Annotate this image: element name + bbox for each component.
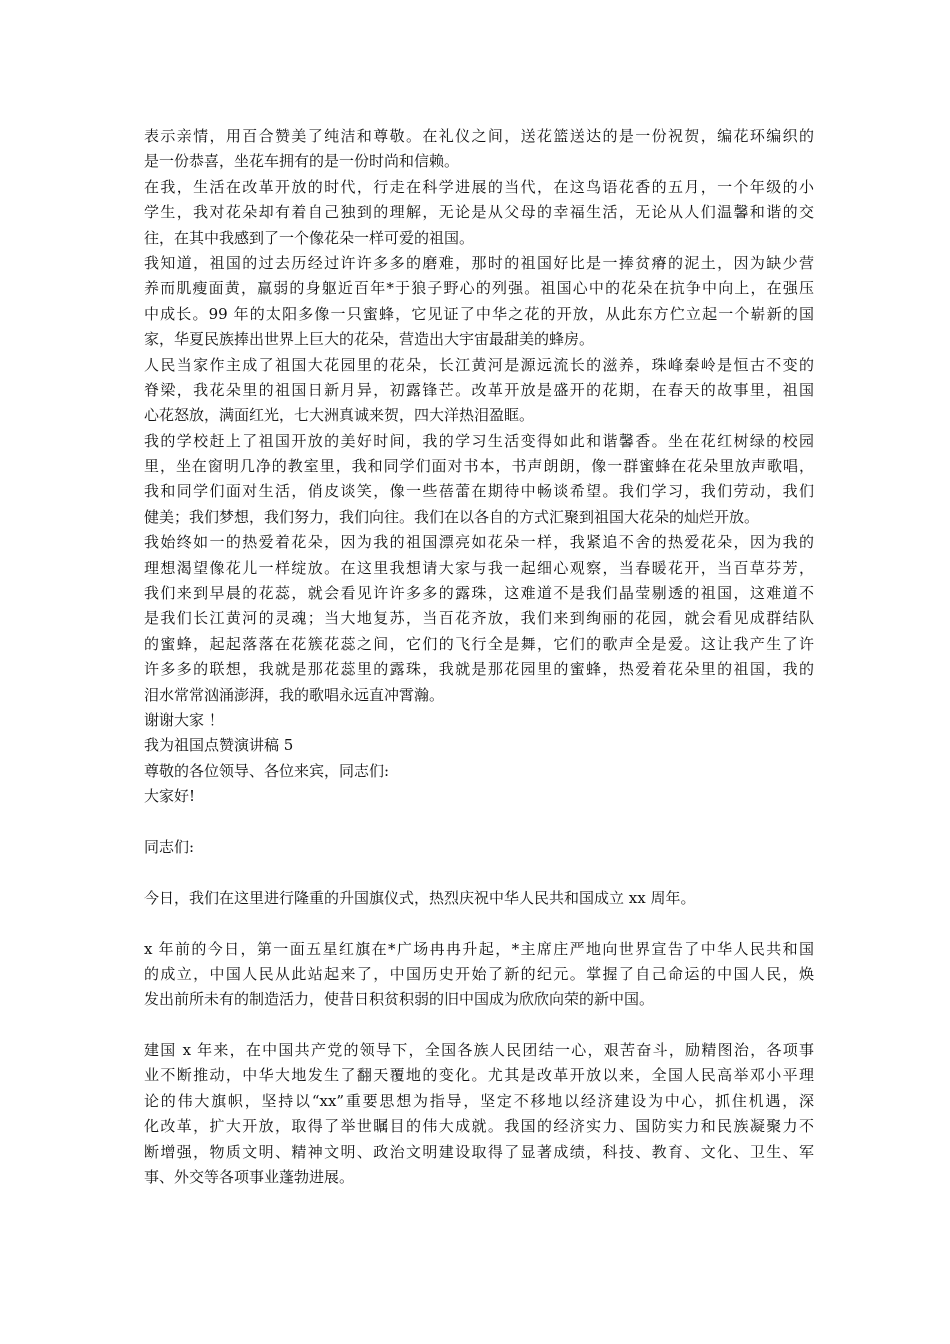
text-line: 化改革，扩大开放，取得了举世瞩目的伟大成就。我国的经济实力、国防实力和民族凝聚力不 xyxy=(144,1117,814,1136)
text-line: 大家好! xyxy=(144,787,196,806)
paragraph xyxy=(144,759,814,784)
text-line: 家，华夏民族捧出世界上巨大的花朵，营造出大宇宙最甜美的蜂房。 xyxy=(144,330,595,349)
text-line: 健美；我们梦想，我们努力，我们向往。我们在以各自的方式汇聚到祖国大花朵的灿烂开放。 xyxy=(144,507,760,526)
paragraph xyxy=(144,251,814,353)
blank-line xyxy=(144,860,814,885)
text-line: x 年前的今日，第一面五星红旗在*广场冉冉升起，*主席庄严地向世界宣告了中华人民共和国 xyxy=(144,939,814,958)
text-line: 脊梁，我花朵里的祖国日新月异，初露锋芒。改革开放是盛开的花期，在春天的故事里，祖国 xyxy=(144,380,814,399)
text-line: 发出前所未有的制造活力，使昔日积贫积弱的旧中国成为欣欣向荣的新中国。 xyxy=(144,990,655,1009)
text-line: 我知道，祖国的过去历经过许许多多的磨难，那时的祖国好比是一捧贫瘠的泥土，因为缺少营 xyxy=(144,253,814,272)
blank-line xyxy=(144,810,814,835)
paragraph xyxy=(144,353,814,429)
text-line: 人民当家作主成了祖国大花园里的花朵，长江黄河是源远流长的滋养，珠峰秦岭是恒古不变的 xyxy=(144,355,814,374)
text-line: 尊敬的各位领导、各位来宾，同志们: xyxy=(144,761,390,780)
text-line: 今日，我们在这里进行隆重的升国旗仪式，热烈庆祝中华人民共和国成立 xx 周年。 xyxy=(144,888,696,907)
text-line: 心花怒放，满面红光，七大洲真诚来贺，四大洋热泪盈眶。 xyxy=(144,406,535,425)
text-line: 我为祖国点赞演讲稿 5 xyxy=(144,736,294,755)
text-line: 中成长。99 年的太阳多像一只蜜蜂，它见证了中华之花的开放，从此东方伫立起一个崭新的国 xyxy=(144,304,814,323)
paragraph xyxy=(144,530,814,708)
text-line: 养而肌瘦面黄，羸弱的身躯近百年*于狼子野心的列强。祖国心中的花朵在抗争中向上，在强压 xyxy=(144,279,814,298)
blank-line xyxy=(144,911,814,936)
text-line: 是我们长江黄河的灵魂；当大地复苏，当百花齐放，我们来到绚丽的花园，就会看见成群结队 xyxy=(144,609,814,628)
paragraph xyxy=(144,175,814,251)
paragraph xyxy=(144,124,814,175)
text-line: 事、外交等各项事业蓬勃进展。 xyxy=(144,1168,355,1187)
text-line: 在我，生活在改革开放的时代，行走在科学进展的当代，在这鸟语花香的五月，一个年级的小 xyxy=(144,177,814,196)
text-line: 是一份恭喜，坐花车拥有的是一份时尚和信赖。 xyxy=(144,152,460,171)
text-line: 谢谢大家 ！ xyxy=(144,710,224,729)
text-line: 我的学校赶上了祖国开放的美好时间，我的学习生活变得如此和谐馨香。坐在花红树绿的校园 xyxy=(144,431,814,450)
text-line: 建国 x 年来，在中国共产党的领导下，全国各族人民团结一心，艰苦奋斗，励精图治，各项事 xyxy=(144,1041,814,1060)
paragraph xyxy=(144,835,814,860)
text-line: 里，坐在窗明几净的教室里，我和同学们面对书本，书声朗朗，像一群蜜蜂在花朵里放声歌唱， xyxy=(144,457,814,476)
text-line: 断增强，物质文明、精神文明、政治文明建设取得了显著成绩，科技、教育、文化、卫生、军 xyxy=(144,1142,814,1161)
text-line: 我和同学们面对生活，俏皮谈笑，像一些蓓蕾在期待中畅谈希望。我们学习，我们劳动，我们 xyxy=(144,482,814,501)
text-line: 许多多的联想，我就是那花蕊里的露珠，我就是那花园里的蜜蜂，热爱着花朵里的祖国，我的 xyxy=(144,660,814,679)
text-line: 业不断推动，中华大地发生了翻天覆地的变化。尤其是改革开放以来，全国人民高举邓小平理 xyxy=(144,1066,814,1085)
text-line: 的蜜蜂，起起落落在花簇花蕊之间，它们的飞行全是舞，它们的歌声全是爱。这让我产生了许 xyxy=(144,634,814,653)
text-line: 论的伟大旗帜，坚持以“xx”重要思想为指导，坚定不移地以经济建设为中心，抓住机遇，深 xyxy=(144,1091,814,1110)
text-line: 学生，我对花朵却有着自己独到的理解，无论是从父母的幸福生活，无论从人们温馨和谐的交 xyxy=(144,203,814,222)
text-line: 我们来到早晨的花蕊，就会看见许许多多的露珠，这难道不是我们晶莹剔透的祖国，这难道不 xyxy=(144,584,814,603)
text-line: 同志们: xyxy=(144,837,195,856)
paragraph xyxy=(144,784,814,809)
paragraph xyxy=(144,708,814,733)
text-line: 泪水常常汹涌澎湃，我的歌唱永远直冲霄瀚。 xyxy=(144,685,445,704)
paragraph xyxy=(144,733,814,758)
paragraph xyxy=(144,937,814,1013)
text-line: 往，在其中我感到了一个像花朵一样可爱的祖国。 xyxy=(144,228,475,247)
text-line: 我始终如一的热爱着花朵，因为我的祖国漂亮如花朵一样，我紧追不舍的热爱花朵，因为我的 xyxy=(144,533,814,552)
paragraph xyxy=(144,429,814,531)
document-body xyxy=(144,124,814,1190)
paragraph xyxy=(144,1038,814,1190)
blank-line xyxy=(144,1013,814,1038)
text-line: 理想渴望像花儿一样绽放。在这里我想请大家与我一起细心观察，当春暖花开，当百草芬芳， xyxy=(144,558,814,577)
text-line: 的成立，中国人民从此站起来了，中国历史开始了新的纪元。掌握了自己命运的中国人民，焕 xyxy=(144,964,814,983)
paragraph xyxy=(144,886,814,911)
text-line: 表示亲情，用百合赞美了纯洁和尊敬。在礼仪之间，送花篮送达的是一份祝贺，编花环编织的 xyxy=(144,127,814,145)
